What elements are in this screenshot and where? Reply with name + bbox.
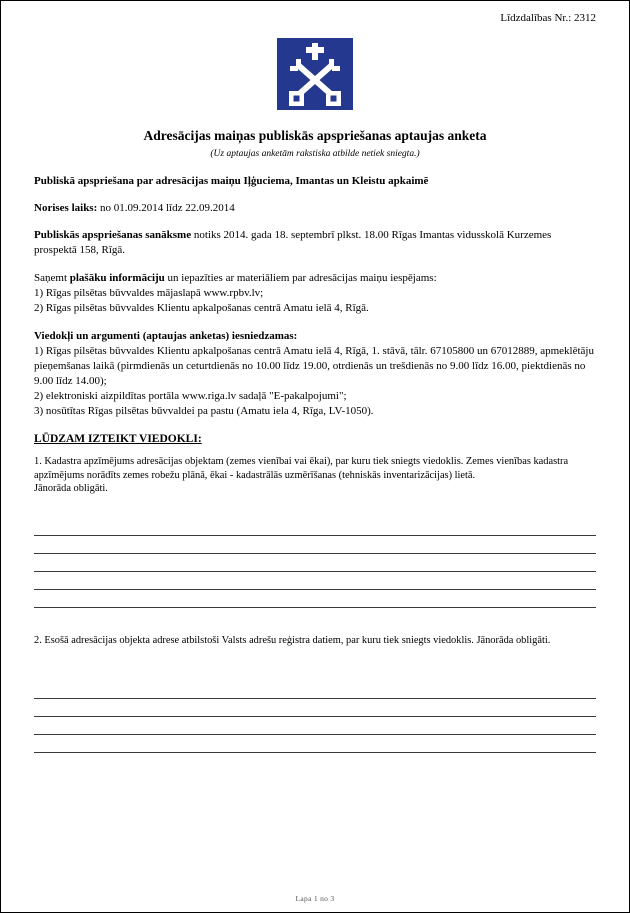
page-number-footer: Lapa 1 no 3: [295, 894, 335, 903]
event-time-label: Norises laiks:: [34, 202, 98, 214]
participation-number: Līdzdalības Nr.: 2312: [500, 12, 596, 24]
event-time-value: no 01.09.2014 līdz 22.09.2014: [97, 202, 235, 214]
opinions-heading: Viedokļi un argumenti (aptaujas anketas) iesniedzamas:: [34, 330, 298, 342]
info-bold: plašāku informāciju: [69, 272, 165, 284]
opinion-item: 2) elektroniski aizpildītas portāla www.riga.lv sadaļā "E-pakalpojumi";: [34, 390, 347, 402]
form-title: Adresācijas maiņas publiskās apspriešanas aptaujas anketa: [143, 128, 487, 143]
question-1-text: 1. Kadastra apzīmējums adresācijas objektam (zemes vienībai vai ēkai), par kuru tiek sniegts viedoklis. Zemes vienības kadastra apzīmējums norādīts zemes robežu plānā, ēkai - kadastrālās uzmērīšanas (tehniskās inventarizācijas) lietā.: [34, 456, 569, 481]
question-2-write-in-lines: [34, 681, 596, 753]
crossed-keys-icon: [277, 97, 353, 114]
event-time: [34, 201, 596, 216]
info-post: un iepazīties ar materiāliem par adresācijas maiņu iespējams:: [164, 272, 437, 284]
question-1-write-in-lines: [34, 518, 596, 608]
meeting-info-label: Publiskās apspriešanas sanāksme: [34, 229, 192, 241]
write-in-line: [34, 699, 596, 717]
write-in-line: [34, 735, 596, 753]
question-2-text: 2. Esošā adresācijas objekta adrese atbilstoši Valsts adrešu reģistra datiem, par kuru tiek sniegts viedoklis. Jānorāda obligāti.: [34, 634, 551, 646]
opinion-item: 1) Rīgas pilsētas būvvaldes Klientu apkalpošanas centrā Amatu ielā 4, Rīgā, 1. stāvā, tālr. 67105800 un 67012889, apmeklētāju pieņemšanas laikā (pirmdienās un ceturtdienās no 10.00 līdz 19.00, otrdienās un trešdienās no 9.00 līdz 16.00, piektdienās no 9.00 līdz 14.00);: [34, 345, 594, 387]
meeting-info-value: notiks 2014. gada 18. septembrī plkst. 18.00 Rīgas Imantas vidusskolā Kurzemes prospektā 158, Rīgā.: [34, 229, 552, 256]
cta-heading: LŪDZAM IZTEIKT VIEDOKLI:: [34, 433, 202, 445]
write-in-line: [34, 717, 596, 735]
info-item: 1) Rīgas pilsētas būvvaldes mājaslapā www.rpbv.lv;: [34, 287, 264, 299]
org-logo: [34, 38, 596, 115]
question-1-note: Jānorāda obligāti.: [34, 483, 108, 494]
write-in-line: [34, 590, 596, 608]
info-pre: Saņemt: [34, 272, 70, 284]
write-in-line: [34, 536, 596, 554]
write-in-line: [34, 554, 596, 572]
public-discussion-heading: Publiskā apspriešana par adresācijas maiņu Iļģuciema, Imantas un Kleistu apkaimē: [34, 175, 429, 187]
opinion-item: 3) nosūtītas Rīgas pilsētas būvvaldei pa pastu (Amatu iela 4, Rīga, LV-1050).: [34, 405, 374, 417]
meeting-info: [34, 228, 596, 258]
info-item: 2) Rīgas pilsētas būvvaldes Klientu apkalpošanas centrā Amatu ielā 4, Rīgā.: [34, 302, 369, 314]
info-heading: [34, 271, 596, 286]
write-in-line: [34, 681, 596, 699]
write-in-line: [34, 518, 596, 536]
write-in-line: [34, 572, 596, 590]
form-subtitle: (Uz aptaujas anketām rakstiska atbilde netiek sniegta.): [210, 149, 420, 159]
